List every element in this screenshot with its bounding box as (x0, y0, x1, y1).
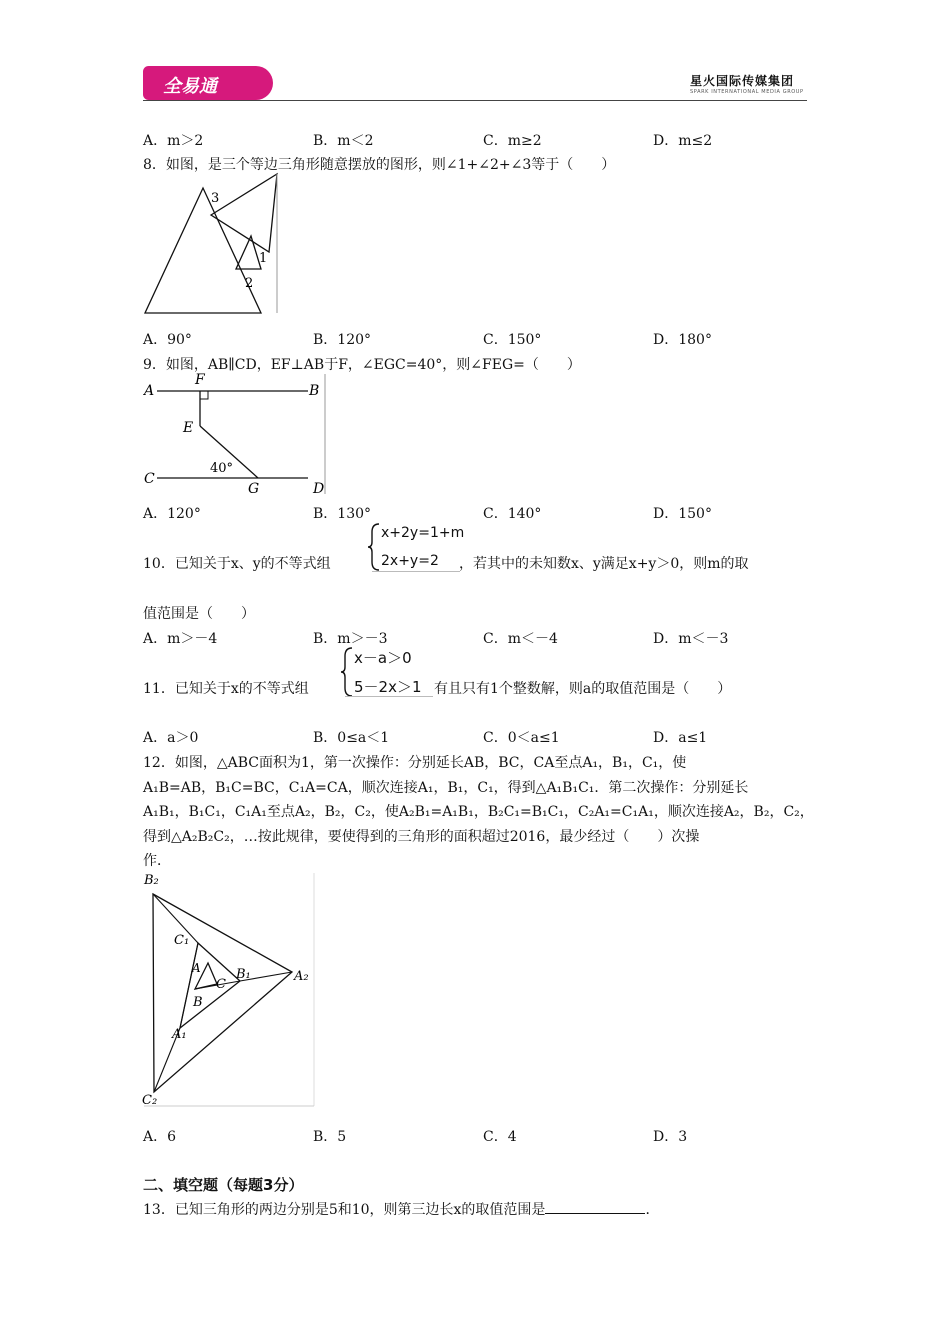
q9-label-c: C (144, 471, 155, 487)
q8-label-1: 1 (259, 251, 268, 266)
q12-label-a2: A₂ (294, 969, 309, 984)
q8-option-a: A．90° (143, 332, 192, 348)
q9-label-e: E (183, 420, 194, 436)
q9-option-c: C．140° (483, 506, 542, 522)
q8-small-triangle (236, 236, 261, 269)
q10-system-eq2: 2x+y=2 (381, 553, 439, 569)
q13-stem: 13．已知三角形的两边分别是5和10，则第三边长x的取值范围是 (143, 1202, 546, 1218)
q10-stem-before: 10．已知关于x、y的不等式组 (143, 556, 331, 572)
q8-label-3: 3 (211, 191, 220, 206)
q12-line-1: 12．如图，△ABC面积为1，第一次操作：分别延长AB，BC，CA至点A₁，B₁，C₁，使 (143, 755, 687, 771)
q8-stem: 8．如图，是三个等边三角形随意摆放的图形，则∠1+∠2+∠3等于（ ） (143, 157, 616, 173)
brand-name: 星火国际传媒集团 (690, 74, 795, 88)
q9-option-a: A．120° (143, 506, 201, 522)
q9-label-g: G (248, 481, 260, 497)
q10-option-d: D．m＜－3 (653, 631, 729, 647)
q12-line-4: 得到△A₂B₂C₂，…按此规律，要使得到的三角形的面积超过2016，最少经过（ ）次操 (143, 829, 700, 845)
q7-option-d: D．m≤2 (653, 133, 713, 149)
q9-stem: 9．如图，AB∥CD，EF⊥AB于F，∠EGC=40°，则∠FEG=（ ） (143, 357, 581, 373)
q12-label-b2: B₂ (144, 873, 159, 888)
q8-figure (143, 172, 283, 317)
q11-system-eq2: 5－2x＞1 (354, 678, 422, 696)
q9-option-b: B．130° (313, 506, 372, 522)
q9-label-d: D (313, 481, 325, 497)
q12-figure (140, 868, 320, 1110)
q8-option-c: C．150° (483, 332, 542, 348)
q12-label-c2: C₂ (142, 1093, 158, 1108)
q8-option-d: D．180° (653, 332, 712, 348)
q9-option-d: D．150° (653, 506, 712, 522)
q7-option-b: B．m＜2 (313, 133, 374, 149)
logo-text: 全易通 (163, 76, 217, 97)
q8-mid-triangle (211, 174, 277, 252)
q13-line (143, 1199, 659, 1219)
q11-option-a: A．a＞0 (143, 730, 199, 746)
q12-label-b1: B₁ (236, 967, 251, 982)
q10-option-c: C．m＜－4 (483, 631, 558, 647)
q12-label-a1: A₁ (172, 1027, 187, 1042)
q12-line-5: 作． (143, 853, 171, 869)
q13-tail: ． (645, 1202, 660, 1218)
q11-stem-before: 11．已知关于x的不等式组 (143, 681, 309, 697)
logo (143, 66, 273, 100)
q12-label-b: B (193, 995, 203, 1010)
header-divider (143, 100, 807, 101)
q11-system-eq1: x－a＞0 (354, 649, 412, 667)
q12-triangle-a2b2c2 (153, 894, 292, 1092)
q12-label-a: A (192, 961, 201, 975)
q9-label-f: F (195, 372, 205, 388)
q11-option-d: D．a≤1 (653, 730, 708, 746)
q12-line-2: A₁B=AB，B₁C=BC，C₁A=CA，顺次连接A₁，B₁，C₁，得到△A₁B₁C₁．第二次操作：分别延长 (143, 780, 749, 796)
q9-label-a: A (144, 383, 155, 399)
q9-label-angle: 40° (210, 461, 234, 476)
q12-option-b: B．5 (313, 1129, 347, 1145)
q12-option-d: D．3 (653, 1129, 688, 1145)
q7-option-a: A．m＞2 (143, 133, 204, 149)
q10-system-eq1: x+2y=1+m (381, 525, 465, 541)
q10-option-b: B．m＞－3 (313, 631, 388, 647)
q12-label-c1: C₁ (174, 933, 190, 948)
q12-label-c: C (216, 977, 226, 992)
q12-option-c: C．4 (483, 1129, 517, 1145)
q11-option-c: C．0＜a≤1 (483, 730, 560, 746)
q7-option-c: C．m≥2 (483, 133, 542, 149)
q10-stem-cont: 值范围是（ ） (143, 606, 255, 622)
q11-option-b: B．0≤a＜1 (313, 730, 390, 746)
q10-brace (367, 522, 381, 572)
q11-system-underline (345, 696, 433, 697)
brand-name-en: SPARK INTERNATIONAL MEDIA GROUP (690, 89, 804, 95)
q11-stem-after: 有且只有1个整数解，则a的取值范围是（ ） (434, 681, 732, 697)
q8-big-triangle (145, 188, 261, 313)
section-title: 二、填空题（每题3分） (143, 1176, 304, 1194)
q12-line-3: A₁B₁，B₁C₁，C₁A₁至点A₂，B₂，C₂，使A₂B₁=A₁B₁，B₂C₁=B₁C₁，C₂A₁=C₁A₁，顺次连接A₂，B₂，C₂， (143, 804, 814, 820)
q10-stem-after: ，若其中的未知数x、y满足x+y＞0，则m的取 (459, 556, 749, 572)
q10-system-underline (372, 571, 460, 572)
q11-brace (340, 646, 354, 698)
q12-option-a: A．6 (143, 1129, 177, 1145)
q10-option-a: A．m＞－4 (143, 631, 218, 647)
q8-option-b: B．120° (313, 332, 372, 348)
q9-label-b: B (309, 383, 320, 399)
q13-answer-blank[interactable] (545, 1201, 645, 1214)
q8-label-2: 2 (245, 276, 254, 291)
q9-figure (143, 372, 333, 497)
